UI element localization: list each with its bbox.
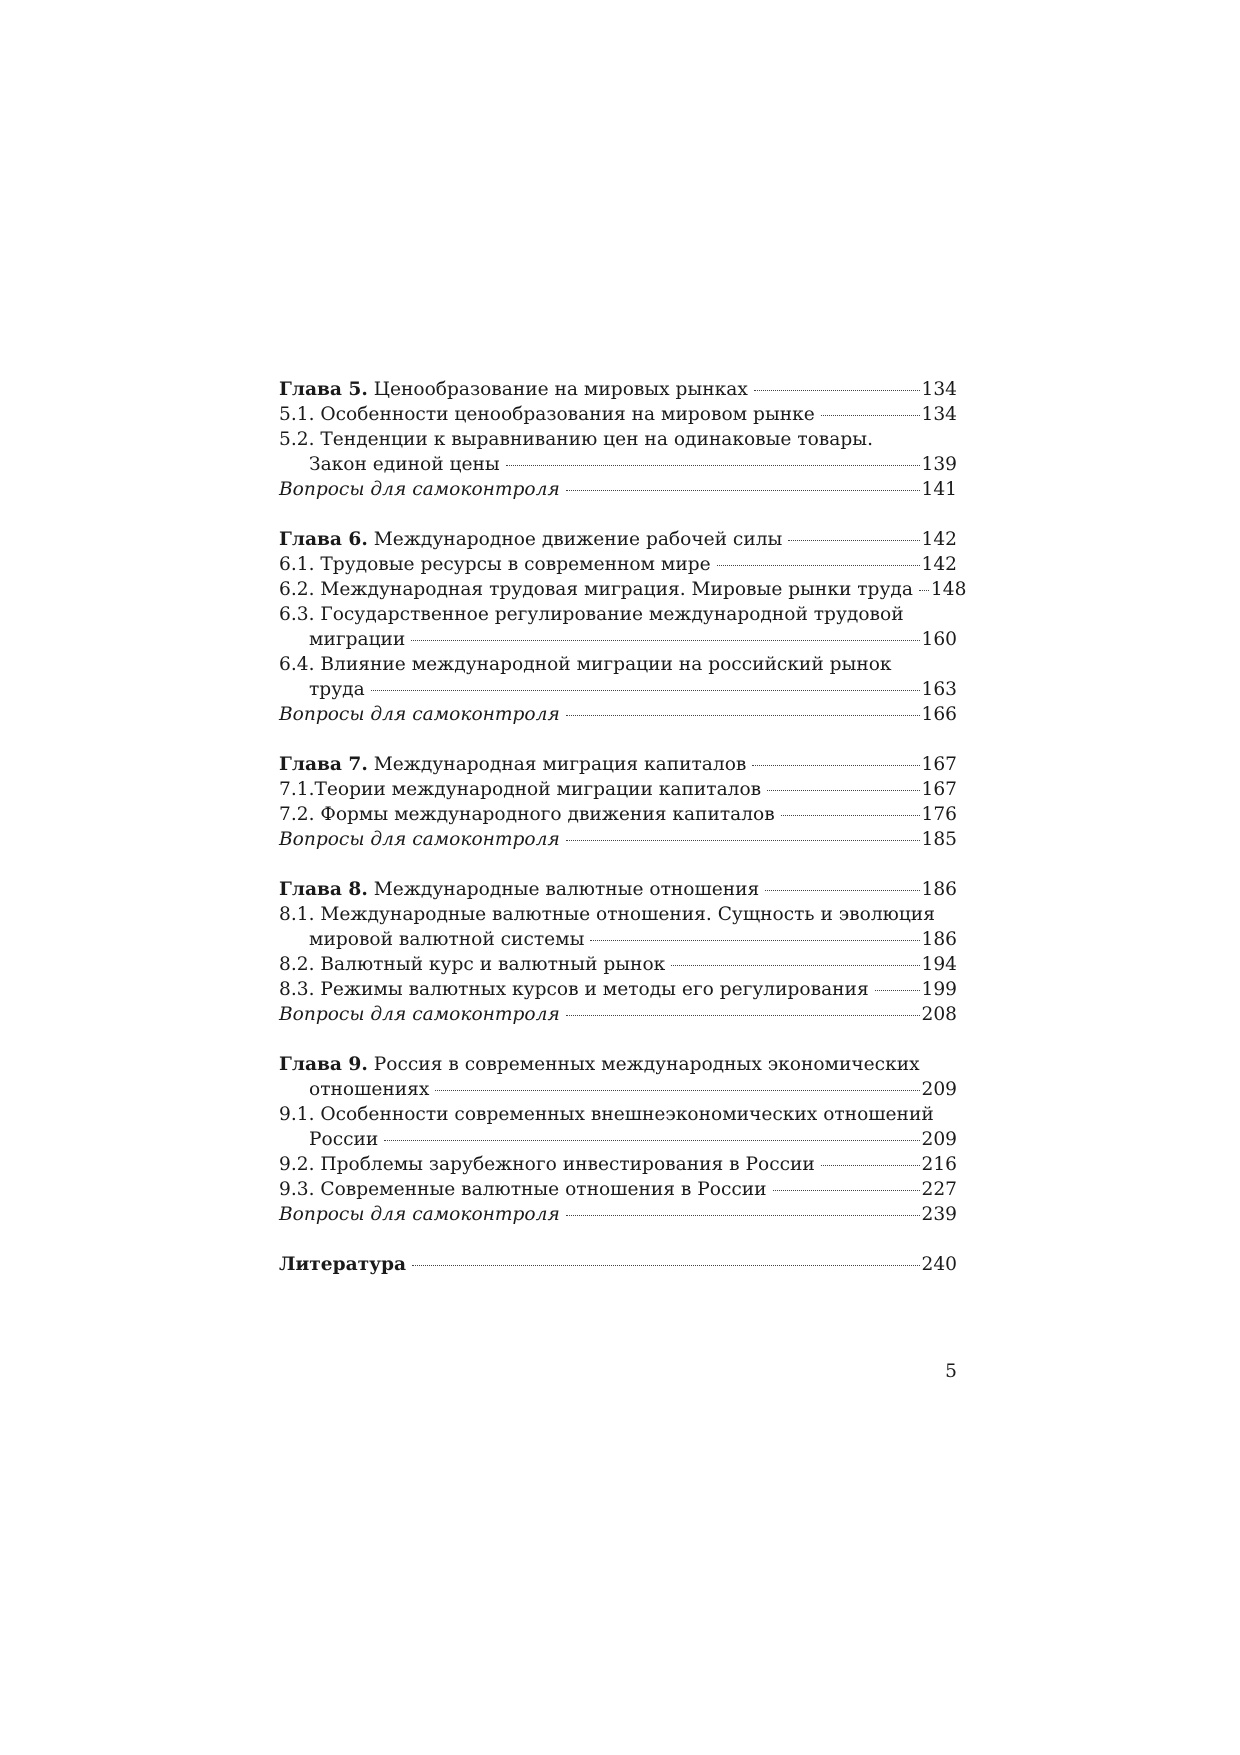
chapter-label: Глава 9.	[279, 1054, 368, 1075]
page-number: 167	[921, 754, 957, 775]
page-number: 186	[921, 879, 957, 900]
chapter-title: Международная миграция капиталов	[367, 754, 747, 775]
dot-leader	[821, 415, 920, 416]
dot-leader	[566, 490, 920, 491]
page-number: 199	[921, 979, 957, 1000]
dot-leader	[754, 390, 920, 391]
page-number: 209	[921, 1129, 957, 1150]
chapter-title-cont: отношениях	[309, 1079, 430, 1100]
questions-title: Вопросы для самоконтроля	[279, 704, 560, 725]
dot-leader	[412, 1265, 919, 1266]
toc-item[interactable]	[279, 1102, 957, 1152]
page-number: 139	[921, 454, 957, 475]
chapter-label: Глава 5.	[279, 379, 368, 400]
section-title: 6.3. Государственное регулирование международной трудовой	[279, 604, 904, 625]
questions-entry[interactable]	[279, 1202, 957, 1227]
chapter-label: Глава 7.	[279, 754, 368, 775]
section-title: 8.3. Режимы валютных курсов и методы его регулирования	[279, 979, 869, 1000]
literature-entry[interactable]	[279, 1252, 957, 1277]
chapter-heading[interactable]	[279, 377, 957, 402]
dot-leader	[566, 1015, 920, 1016]
chapter-group-6	[279, 527, 967, 727]
chapter-label: Глава 6.	[279, 529, 368, 550]
dot-leader	[371, 690, 920, 691]
questions-entry[interactable]	[279, 1002, 957, 1027]
dot-leader	[411, 640, 919, 641]
dot-leader	[717, 565, 920, 566]
dot-leader	[506, 465, 920, 466]
section-title: 9.2. Проблемы зарубежного инвестирования в России	[279, 1154, 815, 1175]
dot-leader	[788, 540, 919, 541]
chapter-title: Международное движение рабочей силы	[367, 529, 783, 550]
section-title: 7.2. Формы международного движения капиталов	[279, 804, 775, 825]
page-number: 186	[921, 929, 957, 950]
page-number: 148	[930, 579, 967, 600]
page-number: 141	[921, 479, 957, 500]
dot-leader	[435, 1090, 919, 1091]
page-number: 163	[921, 679, 957, 700]
section-title: 5.1. Особенности ценообразования на мировом рынке	[279, 404, 815, 425]
chapter-heading[interactable]	[279, 877, 957, 902]
dot-leader	[821, 1165, 920, 1166]
dot-leader	[781, 815, 920, 816]
dot-leader	[919, 590, 929, 591]
chapter-heading[interactable]	[279, 752, 957, 777]
literature-title: Литература	[279, 1254, 407, 1275]
toc-item[interactable]	[279, 1152, 957, 1177]
toc-item[interactable]	[279, 902, 957, 952]
chapter-group-9	[279, 1052, 957, 1227]
chapter-group-7	[279, 752, 957, 852]
page-number: 142	[921, 529, 957, 550]
dot-leader	[566, 715, 920, 716]
dot-leader	[773, 1190, 920, 1191]
page-number: 240	[921, 1254, 957, 1275]
section-title: 9.3. Современные валютные отношения в России	[279, 1179, 767, 1200]
section-title: 6.2. Международная трудовая миграция. Мировые рынки труда	[279, 579, 913, 600]
dot-leader	[767, 790, 919, 791]
dot-leader	[671, 965, 919, 966]
toc-item[interactable]	[279, 552, 957, 577]
toc-item[interactable]	[279, 402, 957, 427]
questions-entry[interactable]	[279, 827, 957, 852]
section-title: 9.1. Особенности современных внешнеэкономических отношений	[279, 1104, 934, 1125]
toc-item[interactable]	[279, 977, 957, 1002]
section-title-cont: миграции	[309, 629, 406, 650]
page-number: 134	[921, 404, 957, 425]
chapter-label: Глава 8.	[279, 879, 368, 900]
section-title: 7.1.Теории международной миграции капиталов	[279, 779, 762, 800]
questions-title: Вопросы для самоконтроля	[279, 829, 560, 850]
chapter-group-5	[279, 377, 957, 502]
toc-item[interactable]	[279, 777, 957, 802]
dot-leader	[590, 940, 919, 941]
questions-title: Вопросы для самоконтроля	[279, 479, 560, 500]
toc-item[interactable]	[279, 1177, 957, 1202]
page-number: 208	[921, 1004, 957, 1025]
page-number: 227	[921, 1179, 957, 1200]
chapter-title: Международные валютные отношения	[367, 879, 760, 900]
chapter-title: Ценообразование на мировых рынках	[367, 379, 748, 400]
questions-entry[interactable]	[279, 477, 957, 502]
page-number: 239	[921, 1204, 957, 1225]
toc-item[interactable]	[279, 802, 957, 827]
page-number: 216	[921, 1154, 957, 1175]
page-number: 166	[921, 704, 957, 725]
page-number: 209	[921, 1079, 957, 1100]
chapter-heading[interactable]	[279, 1052, 957, 1102]
toc-item[interactable]	[279, 602, 957, 652]
section-title: 8.2. Валютный курс и валютный рынок	[279, 954, 666, 975]
chapter-title: Россия в современных международных экономических	[367, 1054, 920, 1075]
literature-group	[279, 1252, 957, 1277]
section-title: 6.4. Влияние международной миграции на российский рынок	[279, 654, 892, 675]
section-title-cont: Закон единой цены	[309, 454, 500, 475]
section-title-cont: мировой валютной системы	[309, 929, 585, 950]
page-number: 134	[921, 379, 957, 400]
page-folio-number: 5	[945, 1361, 957, 1382]
section-title-cont: России	[309, 1129, 379, 1150]
section-title: 8.1. Международные валютные отношения. Сущность и эволюция	[279, 904, 935, 925]
page-number: 176	[921, 804, 957, 825]
dot-leader	[752, 765, 919, 766]
page-number: 194	[921, 954, 957, 975]
questions-entry[interactable]	[279, 702, 957, 727]
dot-leader	[765, 890, 919, 891]
page-number: 185	[921, 829, 957, 850]
dot-leader	[875, 990, 920, 991]
toc-item[interactable]	[279, 577, 967, 602]
toc-item[interactable]	[279, 652, 957, 702]
page-number: 142	[921, 554, 957, 575]
questions-title: Вопросы для самоконтроля	[279, 1004, 560, 1025]
questions-title: Вопросы для самоконтроля	[279, 1204, 560, 1225]
section-title: 6.1. Трудовые ресурсы в современном мире	[279, 554, 711, 575]
chapter-group-8	[279, 877, 957, 1027]
table-of-contents	[279, 377, 967, 1277]
page-number: 160	[921, 629, 957, 650]
dot-leader	[384, 1140, 919, 1141]
chapter-heading[interactable]	[279, 527, 957, 552]
toc-item[interactable]	[279, 952, 957, 977]
section-title-cont: труда	[309, 679, 365, 700]
section-title: 5.2. Тенденции к выравниванию цен на одинаковые товары.	[279, 429, 873, 450]
dot-leader	[566, 840, 920, 841]
page-number: 167	[921, 779, 957, 800]
toc-item[interactable]	[279, 427, 957, 477]
dot-leader	[566, 1215, 920, 1216]
